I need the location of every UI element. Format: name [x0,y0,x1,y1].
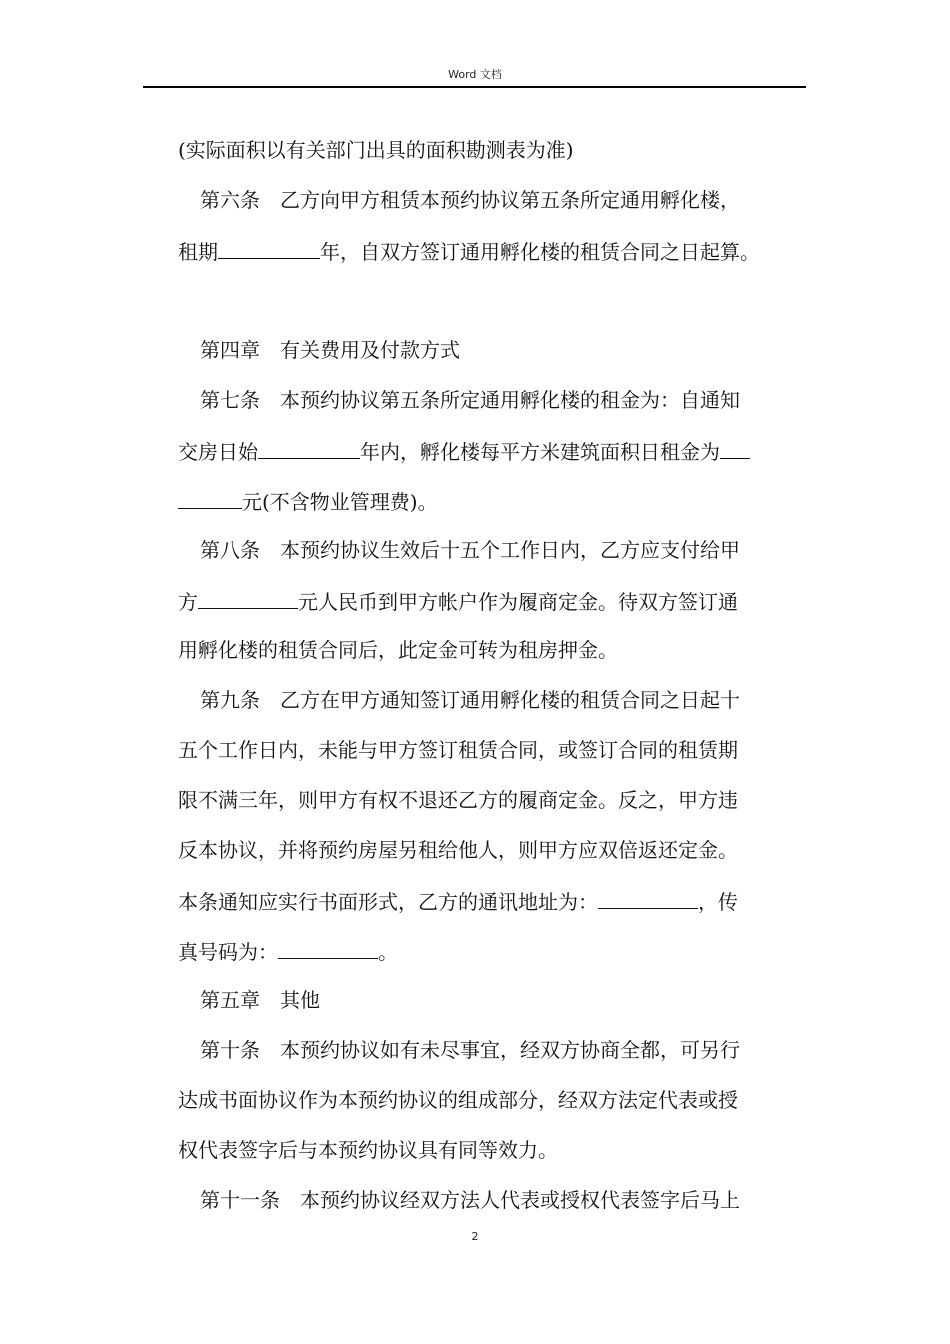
paragraph-line: 第六条 乙方向甲方租赁本预约协议第五条所定通用孵化楼， [200,188,740,212]
text-run: 元(不含物业管理费)。 [242,490,438,514]
paragraph-line: 用孵化楼的租赁合同后，此定金可转为租房押金。 [178,638,618,662]
text-run: 交房日始 [178,440,258,464]
paragraph-line: 第十一条 本预约协议经双方法人代表或授权代表签字后马上 [200,1188,740,1212]
chapter-heading: 第四章 有关费用及付款方式 [200,338,460,362]
blank-underline [218,240,320,259]
blank-underline [598,890,698,909]
page-header: Word 文档 [448,68,502,81]
text-run: 真号码为： [178,940,278,964]
paragraph-line: 达成书面协议作为本预约协议的组成部分，经双方法定代表或授 [178,1088,738,1112]
paragraph-line: 第九条 乙方在甲方通知签订通用孵化楼的租赁合同之日起十 [200,688,740,712]
blank-underline [720,440,750,459]
chapter-heading: 第五章 其他 [200,988,320,1012]
paragraph-line: 五个工作日内，未能与甲方签订租赁合同，或签订合同的租赁期 [178,738,738,762]
paragraph-line [178,490,438,512]
paragraph-line: 权代表签字后与本预约协议具有同等效力。 [178,1138,558,1162]
text-run: ，传 [698,890,738,914]
paragraph-line: (实际面积以有关部门出具的面积勘测表为准) [178,138,574,162]
blank-underline [258,440,360,459]
text-run: 方 [178,590,198,614]
page-number: 2 [471,1230,479,1243]
paragraph-line [178,590,738,612]
text-run: 元人民币到甲方帐户作为履商定金。待双方签订通 [298,590,738,614]
text-run: 年，自双方签订通用孵化楼的租赁合同之日起算。 [320,240,760,264]
paragraph-line: 第七条 本预约协议第五条所定通用孵化楼的租金为：自通知 [200,388,740,412]
blank-underline [278,940,378,959]
header-rule [143,86,806,88]
paragraph-line: 限不满三年，则甲方有权不退还乙方的履商定金。反之，甲方违 [178,788,738,812]
paragraph-line: 第八条 本预约协议生效后十五个工作日内，乙方应支付给甲 [200,538,740,562]
blank-underline [178,490,242,509]
paragraph-line [178,240,760,262]
text-run: 本条通知应实行书面形式，乙方的通讯地址为： [178,890,598,914]
paragraph-line: 反本协议，并将预约房屋另租给他人，则甲方应双倍返还定金。 [178,838,738,862]
blank-underline [198,590,298,609]
text-run: 年内，孵化楼每平方米建筑面积日租金为 [360,440,720,464]
paragraph-line: 第十条 本预约协议如有未尽事宜，经双方协商全都，可另行 [200,1038,740,1062]
paragraph-line [178,440,750,462]
text-run: 。 [378,940,398,964]
paragraph-line [178,940,398,962]
text-run: 租期 [178,240,218,264]
paragraph-line [178,890,738,912]
